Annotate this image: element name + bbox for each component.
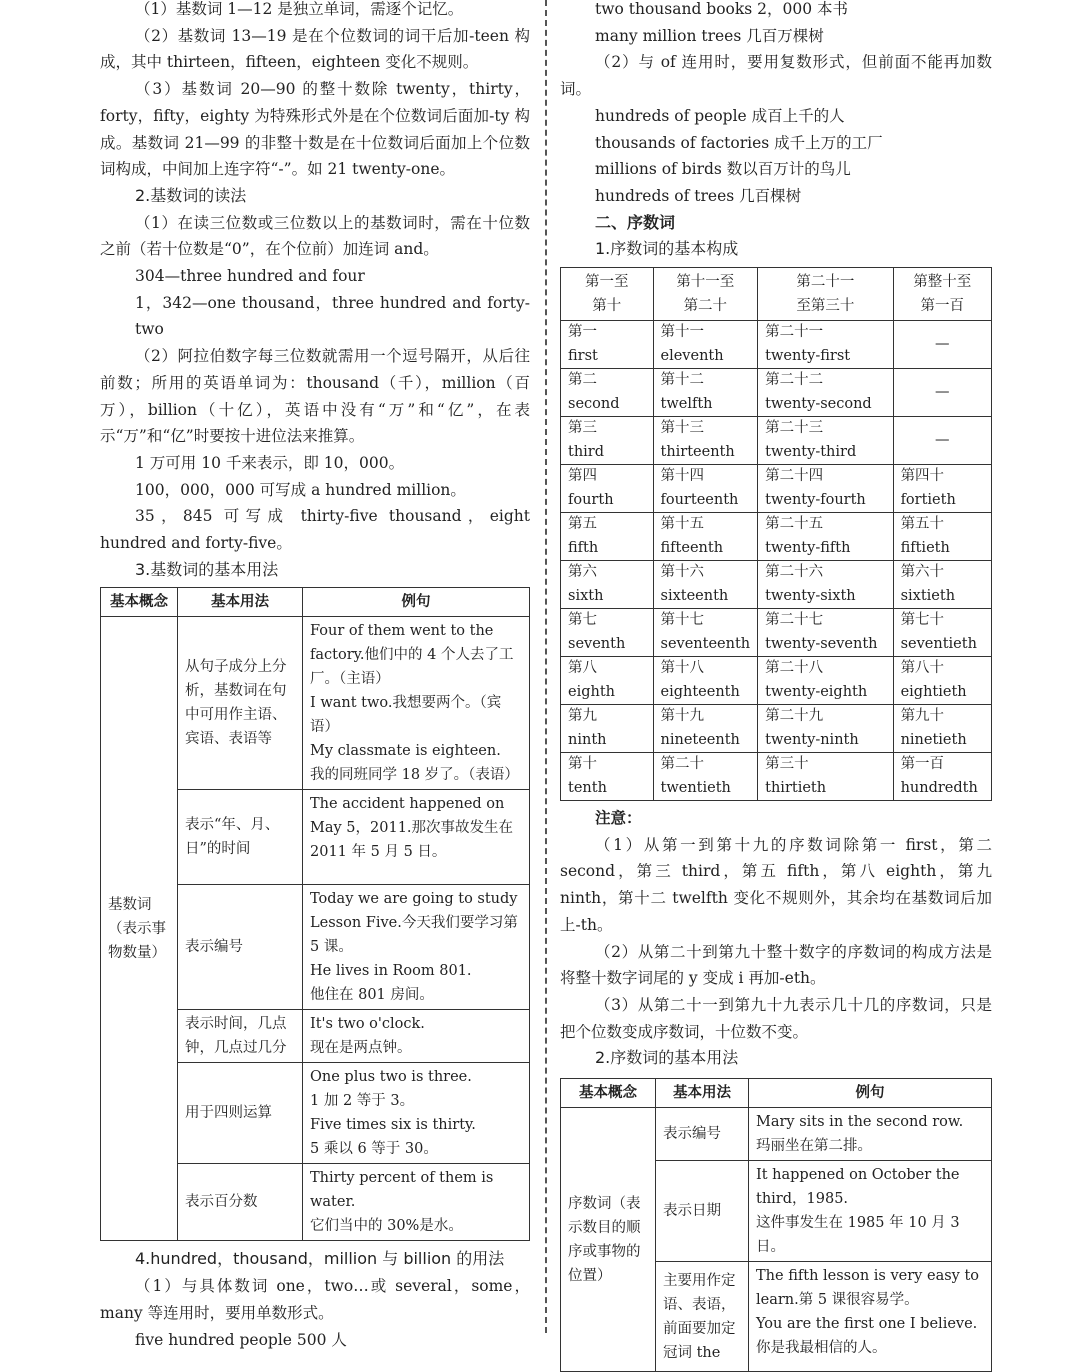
ordinal-cell: [561, 657, 654, 705]
ordinal-english: sixth: [568, 587, 604, 604]
ordinal-english: fortieth: [900, 491, 956, 508]
ordinal-english: twenty-third: [765, 443, 857, 460]
ordinal-chinese: 第三十: [765, 756, 809, 773]
ordinal-english: seventeenth: [660, 635, 751, 652]
ordinal-english: fiftieth: [900, 539, 950, 556]
ordinal-chinese: 第二: [568, 372, 597, 389]
ordinal-cell: [653, 657, 758, 705]
ordinal-english: first: [568, 347, 598, 364]
table-header: 例句: [303, 588, 530, 617]
cardinal-usage-table: [100, 587, 530, 1241]
ordinal-cell: [758, 513, 893, 561]
usage-cell: 表示时间，几点钟，几点过几分: [178, 1010, 303, 1063]
table-row: [561, 753, 992, 801]
table-row: [561, 609, 992, 657]
ordinal-cell: [653, 369, 758, 417]
paragraph: （3）基数词 20—90 的整十数除 twenty，thirty，forty，fifty，eighty 为特殊形式外是在个位数词后面加-ty 构成。基数词 21—99 的非整十数是在十位数词后面加上个位数词构成，中间加上连字符“-”。如 21 twenty-one。: [100, 80, 530, 179]
ordinal-cell: [561, 369, 654, 417]
example-cell: The fifth lesson is very easy to learn.第 5 课很容易学。 You are the first one I believe. 你是我最相信的人。: [749, 1262, 992, 1372]
ordinal-chinese: 第五: [568, 516, 597, 533]
ordinal-english: seventieth: [900, 635, 977, 652]
ordinal-chinese: 第三: [568, 420, 597, 437]
table-row: [561, 417, 992, 465]
usage-cell: 主要用作定语、表语，前面要加定冠词 the: [656, 1262, 749, 1372]
table-header-row: [561, 268, 992, 321]
paragraph: （2）与 of 连用时，要用复数形式，但前面不能再加数词。: [560, 53, 992, 99]
ordinal-cell: [653, 513, 758, 561]
example-line: hundreds of trees 几百棵树: [595, 186, 802, 205]
ordinal-english: third: [568, 443, 605, 460]
ordinal-english: sixteenth: [660, 587, 729, 604]
example-line: 100，000，000 可写成 a hundred million。: [135, 480, 466, 499]
ordinal-cell: [561, 513, 654, 561]
ordinal-cell: [561, 417, 654, 465]
ordinal-english: eightieth: [900, 683, 967, 700]
table-header: 第整十至 第一百: [893, 268, 991, 321]
usage-cell: 表示日期: [656, 1161, 749, 1262]
ordinal-chinese: 第二十三: [765, 420, 824, 437]
ordinal-chinese: 第二十九: [765, 708, 824, 725]
ordinal-english: twenty-seventh: [765, 635, 878, 652]
example-cell: One plus two is three. 1 加 2 等于 3。 Five times six is thirty. 5 乘以 6 等于 30。: [303, 1063, 530, 1164]
ordinal-chinese: 第五十: [900, 516, 945, 533]
ordinal-english: twenty-eighth: [765, 683, 868, 700]
ordinal-english: fourth: [568, 491, 614, 508]
ordinal-chinese: 第七: [568, 612, 597, 629]
table-row: [561, 465, 992, 513]
ordinal-chinese: 第十八: [660, 660, 704, 677]
paragraph: （1）与具体数词 one，two…或 several，some，many 等连用时，要用单数形式。: [100, 1277, 530, 1322]
column-divider: [545, 0, 547, 1333]
ordinal-cell: [893, 705, 991, 753]
example-line: 1，342—one thousand，three hundred and forty-two: [135, 293, 530, 339]
ordinal-english: sixtieth: [900, 587, 956, 604]
ordinal-chinese: 第一百: [900, 756, 945, 773]
ordinal-cell: [893, 465, 991, 513]
table-header: 第十一至 第二十: [653, 268, 758, 321]
ordinal-english: tenth: [568, 779, 607, 796]
paragraph: 35，845 可写成 thirty-five thousand，eight hundred and forty-five。: [100, 507, 530, 553]
ordinal-english: eighteenth: [660, 683, 740, 700]
usage-cell: 表示百分数: [178, 1164, 303, 1241]
ordinal-cell: [561, 753, 654, 801]
note-heading: 注意：: [595, 808, 642, 828]
ordinal-english: twenty-fifth: [765, 539, 851, 556]
ordinal-cell: [561, 705, 654, 753]
ordinal-cell: [758, 705, 893, 753]
usage-cell: 用于四则运算: [178, 1063, 303, 1164]
section-heading: 3.基数词的基本用法: [135, 559, 279, 579]
ordinal-chinese: 第二十七: [765, 612, 824, 629]
example-line: thousands of factories 成千上万的工厂: [595, 133, 883, 152]
table-header-row: [101, 588, 530, 617]
ordinal-chinese: 第二十五: [765, 516, 824, 533]
paragraph: （1）基数词 1—12 是独立单词，需逐个记忆。: [135, 0, 464, 18]
table-header: 基本用法: [656, 1079, 749, 1108]
ordinal-cell: [561, 561, 654, 609]
table-row: [561, 561, 992, 609]
ordinal-table-body: [561, 321, 992, 801]
concept-cell: 基数词（表示事物数量）: [101, 617, 178, 1241]
paragraph: （3）从第二十一到第九十九表示几十几的序数词，只是把个位数变成序数词，十位数不变。: [560, 995, 992, 1041]
ordinal-chinese: 第十: [568, 756, 597, 773]
ordinal-chinese: 第七十: [900, 612, 945, 629]
ordinal-cell: [893, 657, 991, 705]
ordinal-chinese: 第二十六: [765, 564, 824, 581]
ordinal-chinese: 第十五: [660, 516, 704, 533]
table-row: [561, 705, 992, 753]
table-header: 例句: [749, 1079, 992, 1108]
ordinal-english: ninth: [568, 731, 607, 748]
paragraph: （2）从第二十到第九十整十数字的序数词的构成方法是将整十数字词尾的 y 变成 i 再加-eth。: [560, 942, 992, 988]
table-header: 第二十一 至第三十: [758, 268, 893, 321]
ordinal-chinese: 第十三: [660, 420, 704, 437]
ordinal-cell: [758, 609, 893, 657]
example-cell: Thirty percent of them is water. 它们当中的 30%是水。: [303, 1164, 530, 1241]
table-row: [101, 617, 530, 790]
ordinal-english: ninetieth: [900, 731, 967, 748]
ordinal-cell: —: [893, 321, 991, 369]
ordinal-english: eleventh: [660, 347, 724, 364]
ordinal-chinese: 第二十四: [765, 468, 824, 485]
ordinal-cell: [561, 465, 654, 513]
usage-cell: 表示“年、月、日”的时间: [178, 790, 303, 885]
table-row: [561, 321, 992, 369]
table-header: 基本用法: [178, 588, 303, 617]
ordinal-cell: [653, 417, 758, 465]
ordinal-cell: [758, 657, 893, 705]
ordinal-chinese: 第二十二: [765, 372, 824, 389]
ordinal-cell: [561, 321, 654, 369]
example-line: five hundred people 500 人: [135, 1330, 347, 1349]
ordinal-cell: [758, 753, 893, 801]
ordinal-cell: [758, 417, 893, 465]
ordinal-cell: [893, 753, 991, 801]
concept-cell: 序数词（表示数目的顺序或事物的位置）: [561, 1108, 656, 1372]
example-line: 304—three hundred and four: [135, 267, 365, 286]
ordinal-english: twenty-first: [765, 347, 851, 364]
ordinal-chinese: 第二十: [660, 756, 704, 773]
paragraph: （1）在读三位数或三位数以上的基数词时，需在十位数之前（若十位数是“0”，在个位前）加连词 and。: [100, 213, 530, 259]
ordinal-english: twenty-second: [765, 395, 872, 412]
ordinal-table: [560, 267, 992, 801]
ordinal-chinese: 第八十: [900, 660, 945, 677]
section-heading: 二、序数词: [595, 212, 676, 232]
ordinal-chinese: 第四: [568, 468, 597, 485]
section-heading: 2.基数词的读法: [135, 185, 247, 205]
ordinal-cell: [653, 321, 758, 369]
table-row: [561, 657, 992, 705]
ordinal-cell: [758, 369, 893, 417]
ordinal-cell: [653, 561, 758, 609]
ordinal-chinese: 第十一: [660, 324, 704, 341]
table-header: 基本概念: [561, 1079, 656, 1108]
ordinal-chinese: 第十七: [660, 612, 704, 629]
ordinal-cell: —: [893, 369, 991, 417]
table-row: [561, 513, 992, 561]
ordinal-cell: [758, 561, 893, 609]
ordinal-cell: [893, 609, 991, 657]
section-heading: 4.hundred，thousand，million 与 billion 的用法: [135, 1249, 505, 1269]
ordinal-english: nineteenth: [660, 731, 740, 748]
ordinal-english: seventh: [568, 635, 626, 652]
ordinal-chinese: 第十二: [660, 372, 704, 389]
usage-cell: 从句子成分上分析，基数词在句中可用作主语、宾语、表语等: [178, 617, 303, 790]
ordinal-cell: [893, 561, 991, 609]
ordinal-chinese: 第十六: [660, 564, 704, 581]
example-line: 1 万可用 10 千来表示，即 10，000。: [135, 453, 405, 472]
example-cell: Mary sits in the second row. 玛丽坐在第二排。: [749, 1108, 992, 1161]
ordinal-chinese: 第九: [568, 708, 597, 725]
ordinal-cell: [653, 753, 758, 801]
ordinal-cell: [653, 705, 758, 753]
ordinal-english: fifth: [568, 539, 599, 556]
ordinal-cell: [758, 321, 893, 369]
ordinal-chinese: 第十四: [660, 468, 704, 485]
right-column: [560, 0, 992, 1372]
example-line: many million trees 几百万棵树: [595, 26, 824, 45]
example-cell: It's two o'clock. 现在是两点钟。: [303, 1010, 530, 1063]
ordinal-usage-table: [560, 1078, 992, 1372]
ordinal-english: twenty-sixth: [765, 587, 856, 604]
table-row: [561, 369, 992, 417]
example-line: hundreds of people 成百上千的人: [595, 106, 845, 125]
ordinal-english: thirtieth: [765, 779, 827, 796]
table-row: [561, 1108, 992, 1161]
usage-cell: 表示编号: [656, 1108, 749, 1161]
example-cell: Four of them went to the factory.他们中的 4 个人去了工厂。（主语） I want two.我想要两个。（宾语） My classmate is eighteen. 我的同班同学 18 岁了。（表语）: [303, 617, 530, 790]
example-line: two thousand books 2，000 本书: [595, 0, 849, 18]
ordinal-cell: —: [893, 417, 991, 465]
example-cell: The accident happened on May 5，2011.那次事故发生在 2011 年 5 月 5 日。: [303, 790, 530, 885]
table-header: 第一至 第十: [561, 268, 654, 321]
section-heading: 2.序数词的基本用法: [595, 1048, 739, 1068]
example-line: millions of birds 数以百万计的鸟儿: [595, 160, 851, 179]
ordinal-cell: [653, 609, 758, 657]
ordinal-english: twenty-fourth: [765, 491, 866, 508]
paragraph: （2）阿拉伯数字每三位数就需用一个逗号隔开，从后往前数；所用的英语单词为：thousand（千），million（百万），billion（十亿），英语中没有“万”和“亿”，在表示“万”和“亿”时要按十进位法来推算。: [100, 347, 530, 446]
ordinal-chinese: 第二十一: [765, 324, 824, 341]
ordinal-english: fifteenth: [660, 539, 724, 556]
example-cell: Today we are going to study Lesson Five.今天我们要学习第 5 课。 He lives in Room 801. 他住在 801 房间。: [303, 885, 530, 1010]
section-heading: 1.序数词的基本构成: [595, 239, 739, 259]
ordinal-chinese: 第二十八: [765, 660, 824, 677]
ordinal-chinese: 第四十: [900, 468, 945, 485]
ordinal-chinese: 第一: [568, 324, 597, 341]
usage-cell: 表示编号: [178, 885, 303, 1010]
ordinal-cell: [893, 513, 991, 561]
paragraph: （1）从第一到第十九的序数词除第一 first，第二 second，第三 third，第五 fifth，第八 eighth，第九 ninth，第十二 twelfth 变化不规则外，其余均在基数词后加上-th。: [560, 835, 992, 934]
ordinal-english: hundredth: [900, 779, 978, 796]
table-header: 基本概念: [101, 588, 178, 617]
ordinal-chinese: 第九十: [900, 708, 945, 725]
ordinal-english: twelfth: [660, 395, 713, 412]
ordinal-cell: [653, 465, 758, 513]
ordinal-english: twentieth: [660, 779, 731, 796]
ordinal-chinese: 第八: [568, 660, 597, 677]
ordinal-english: thirteenth: [660, 443, 735, 460]
ordinal-cell: [561, 609, 654, 657]
left-column: [100, 0, 530, 1353]
ordinal-cell: [758, 465, 893, 513]
ordinal-chinese: 第六十: [900, 564, 945, 581]
example-cell: It happened on October the third，1985. 这件事发生在 1985 年 10 月 3 日。: [749, 1161, 992, 1262]
paragraph: （2）基数词 13—19 是在个位数词的词干后加-teen 构成，其中 thirteen，fifteen，eighteen 变化不规则。: [100, 26, 530, 72]
ordinal-english: fourteenth: [660, 491, 739, 508]
ordinal-english: twenty-ninth: [765, 731, 859, 748]
ordinal-english: eighth: [568, 683, 616, 700]
ordinal-chinese: 第六: [568, 564, 597, 581]
ordinal-english: second: [568, 395, 620, 412]
ordinal-chinese: 第十九: [660, 708, 704, 725]
table-header-row: [561, 1079, 992, 1108]
